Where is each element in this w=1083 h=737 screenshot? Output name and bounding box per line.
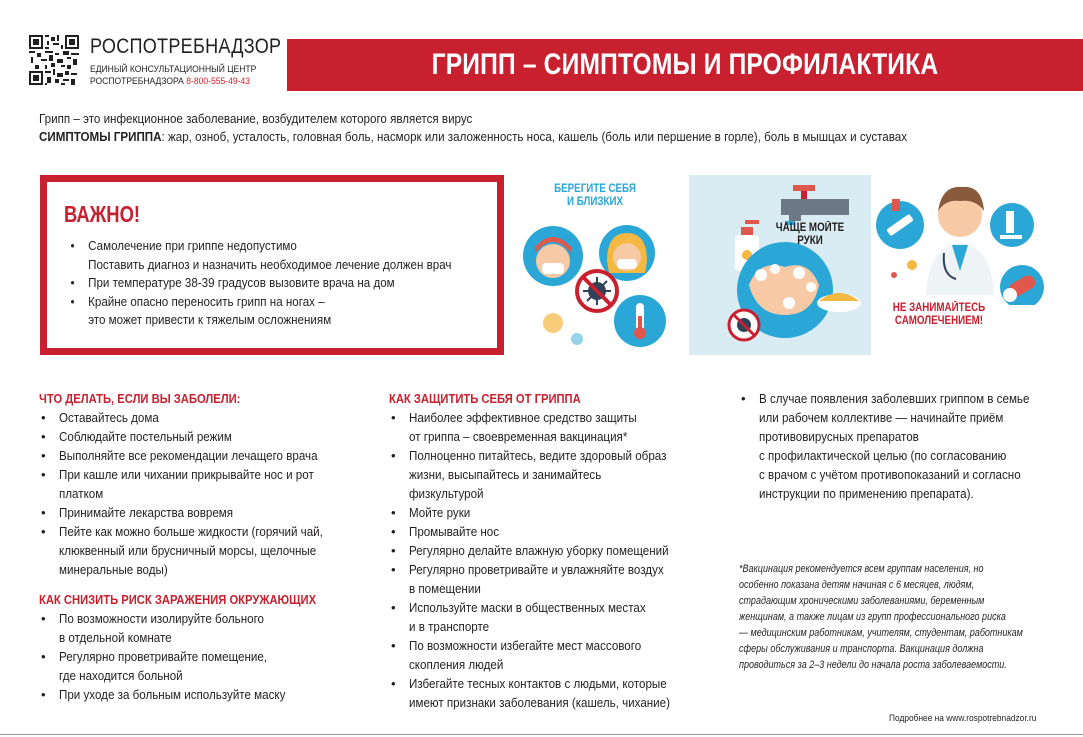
reduce-item-text: в отдельной комнате [59, 630, 172, 645]
protect-item-text: • Регулярно проветривайте и увлажняйте воздух [409, 562, 664, 577]
symptoms-text: : жар, озноб, усталость, головная боль, насморк или заложенность носа, кашель (боль или першение в горле), боль в мышцах и суставах [161, 129, 908, 144]
footnote-line: страдающим хроническими заболеваниями, беременным [739, 595, 985, 607]
protect-item-text: • По возможности избегайте мест массового [409, 638, 642, 653]
symptoms-label: СИМПТОМЫ ГРИППА [39, 129, 162, 144]
sick-item [39, 408, 379, 427]
protect-item [389, 503, 719, 522]
header [0, 0, 1083, 100]
antiviral-item [739, 389, 1069, 503]
column-antiviral [739, 389, 1069, 503]
reduce-item-text: • Регулярно проветривайте помещение, [59, 649, 268, 664]
protect-item-text: • Полноценно питайтесь, ведите здоровый образ [409, 448, 667, 463]
illustration-protect-loved-ones [515, 175, 675, 355]
illustration-no-self-medication [872, 175, 1052, 355]
protect-item [389, 560, 719, 598]
protect-item-text: и в транспорте [409, 619, 490, 634]
more-info-link[interactable]: Подробнее на www.rospotrebnadzor.ru [889, 713, 1037, 724]
antiviral-item-text: противовирусных препаратов [759, 429, 919, 444]
important-item-text: Поставить диагноз и назначить необходимое лечение должен врач [88, 256, 452, 272]
sick-item-text: • Пейте как можно больше жидкости (горячий чай, [59, 524, 323, 539]
protect-item [389, 408, 719, 446]
reduce-item [39, 647, 379, 685]
footnote-line: *Вакцинация рекомендуется всем группам населения, но [739, 563, 984, 575]
protect-item-text: от гриппа – своевременная вакцинация* [409, 429, 628, 444]
protect-item-text: • Используйте маски в общественных местах [409, 600, 646, 615]
sick-item [39, 465, 379, 503]
sick-item-text: • Оставайтесь дома [59, 410, 159, 425]
brand-name: РОСПОТРЕБНАДЗОР [90, 35, 282, 58]
reduce-item [39, 685, 379, 704]
column-sick [39, 389, 379, 704]
protect-item-text: • Наиболее эффективное средство защиты [409, 410, 637, 425]
hotline-phone: 8-800-555-49-43 [186, 76, 250, 87]
protect-item [389, 636, 719, 674]
caption1-line2: И БЛИЗКИХ [566, 196, 624, 208]
protect-item-text: • Мойте руки [409, 505, 471, 520]
protect-item-text: жизни, высыпайтесь и занимайтесь [409, 467, 602, 482]
important-list [67, 237, 504, 330]
protect-list [389, 408, 719, 712]
sick-item [39, 427, 379, 446]
antiviral-item-text: • В случае появления заболевших гриппом в семье [759, 391, 1030, 406]
protect-item-text: • Избегайте тесных контактов с людьми, которые [409, 676, 667, 691]
sick-item-text: платком [59, 486, 104, 501]
important-item [67, 293, 451, 330]
antiviral-item-text: с профилактической целью (по согласованию [759, 448, 1007, 463]
antiviral-item-text: инструкции по применению препарата). [759, 486, 974, 501]
important-item-text: • Самолечение при гриппе недопустимо [88, 238, 297, 253]
important-item-text: • При температуре 38-39 градусов вызовите врача на дом [88, 275, 395, 290]
important-item [67, 237, 451, 274]
sick-title: ЧТО ДЕЛАТЬ, ЕСЛИ ВЫ ЗАБОЛЕЛИ: [39, 391, 241, 406]
sick-item-text: • Принимайте лекарства вовремя [59, 505, 234, 520]
protect-item [389, 522, 719, 541]
intro-definition: Грипп – это инфекционное заболевание, возбудителем которого является вирус [39, 111, 473, 126]
footnote-line: сферы обслуживания и транспорта. Вакцинация должна [739, 643, 984, 655]
doctor-medicine-icon [872, 175, 1052, 305]
reduce-list [39, 609, 379, 704]
protect-item [389, 446, 719, 503]
antiviral-list [739, 389, 1069, 503]
protect-item-text: физкультурой [409, 486, 484, 501]
protect-item-text: скопления людей [409, 657, 504, 672]
intro-symptoms [39, 128, 954, 146]
brand-subtitle [90, 64, 256, 88]
illustration-caption-1 [527, 183, 663, 209]
protect-item [389, 598, 719, 636]
brand-sub-line2: РОСПОТРЕБНАДЗОРА [90, 76, 184, 87]
footnote-line: проводиться за 2–3 недели до начала роста заболеваемости. [739, 659, 1007, 671]
caption2-line2: РУКИ [797, 235, 823, 247]
illustration-caption-3 [884, 302, 995, 328]
column-protect [389, 389, 719, 712]
illustration-wash-hands [689, 175, 871, 355]
sick-item-text: • При кашле или чихании прикрывайте нос и рот [59, 467, 314, 482]
sick-item [39, 503, 379, 522]
important-item [67, 274, 451, 293]
caption2-line1: ЧАЩЕ МОЙТЕ [775, 222, 845, 234]
protect-item [389, 674, 719, 712]
protect-item-text: в помещении [409, 581, 481, 596]
sick-item [39, 522, 379, 579]
protect-item-text: • Промывайте нос [409, 524, 500, 539]
important-title: ВАЖНО! [64, 201, 141, 227]
sick-item-text: • Выполняйте все рекомендации лечащего врача [59, 448, 318, 463]
reduce-item [39, 609, 379, 647]
page-title: ГРИПП – СИМПТОМЫ И ПРОФИЛАКТИКА [431, 48, 939, 81]
important-box [40, 175, 504, 355]
sick-item-text: • Соблюдайте постельный режим [59, 429, 232, 444]
sick-list [39, 408, 379, 579]
protect-item-text: имеют признаки заболевания (кашель, чихание) [409, 695, 670, 710]
reduce-item-text: где находится больной [59, 668, 183, 683]
vaccination-footnote [739, 561, 1083, 673]
caption3-line1: НЕ ЗАНИМАЙТЕСЬ [892, 302, 986, 314]
caption1-line1: БЕРЕГИТЕ СЕБЯ [554, 183, 636, 195]
reduce-item-text: • По возможности изолируйте больного [59, 611, 265, 626]
antiviral-item-text: или рабочем коллективе — начинайте приём [759, 410, 1004, 425]
footnote-line: особенно показана детям начиная с 6 месяцев, людям, [739, 579, 975, 591]
antiviral-item-text: с врачом с учётом противопоказаний и согласно [759, 467, 1021, 482]
family-masks-icon [515, 211, 675, 361]
intro [39, 110, 1079, 146]
brand-sub-line1: ЕДИНЫЙ КОНСУЛЬТАЦИОННЫЙ ЦЕНТР [90, 64, 257, 75]
sick-item [39, 446, 379, 465]
reduce-item-text: • При уходе за больным используйте маску [59, 687, 286, 702]
protect-item-text: • Регулярно делайте влажную уборку помещений [409, 543, 669, 558]
reduce-title: КАК СНИЗИТЬ РИСК ЗАРАЖЕНИЯ ОКРУЖАЮЩИХ [39, 592, 317, 607]
title-banner [287, 39, 1083, 91]
sick-item-text: клюквенный или брусничный морсы, щелочные [59, 543, 317, 558]
bottom-divider [0, 734, 1083, 735]
qr-code-icon [29, 35, 79, 85]
footnote-line: женщинам, а также лицам из групп профессионального риска [739, 611, 1006, 623]
important-item-text: это может привести к тяжелым осложнениям [88, 312, 332, 327]
protect-item [389, 541, 719, 560]
footnote-line: — медицинским работникам, учителям, студентам, работникам [739, 627, 1023, 639]
illustration-caption-2 [772, 222, 849, 248]
protect-title: КАК ЗАЩИТИТЬ СЕБЯ ОТ ГРИППА [389, 391, 581, 406]
caption3-line2: САМОЛЕЧЕНИЕМ! [894, 315, 984, 327]
wash-hands-icon [689, 175, 871, 355]
sick-item-text: минеральные воды) [59, 562, 168, 577]
important-item-text: • Крайне опасно переносить грипп на ногах – [88, 293, 325, 309]
